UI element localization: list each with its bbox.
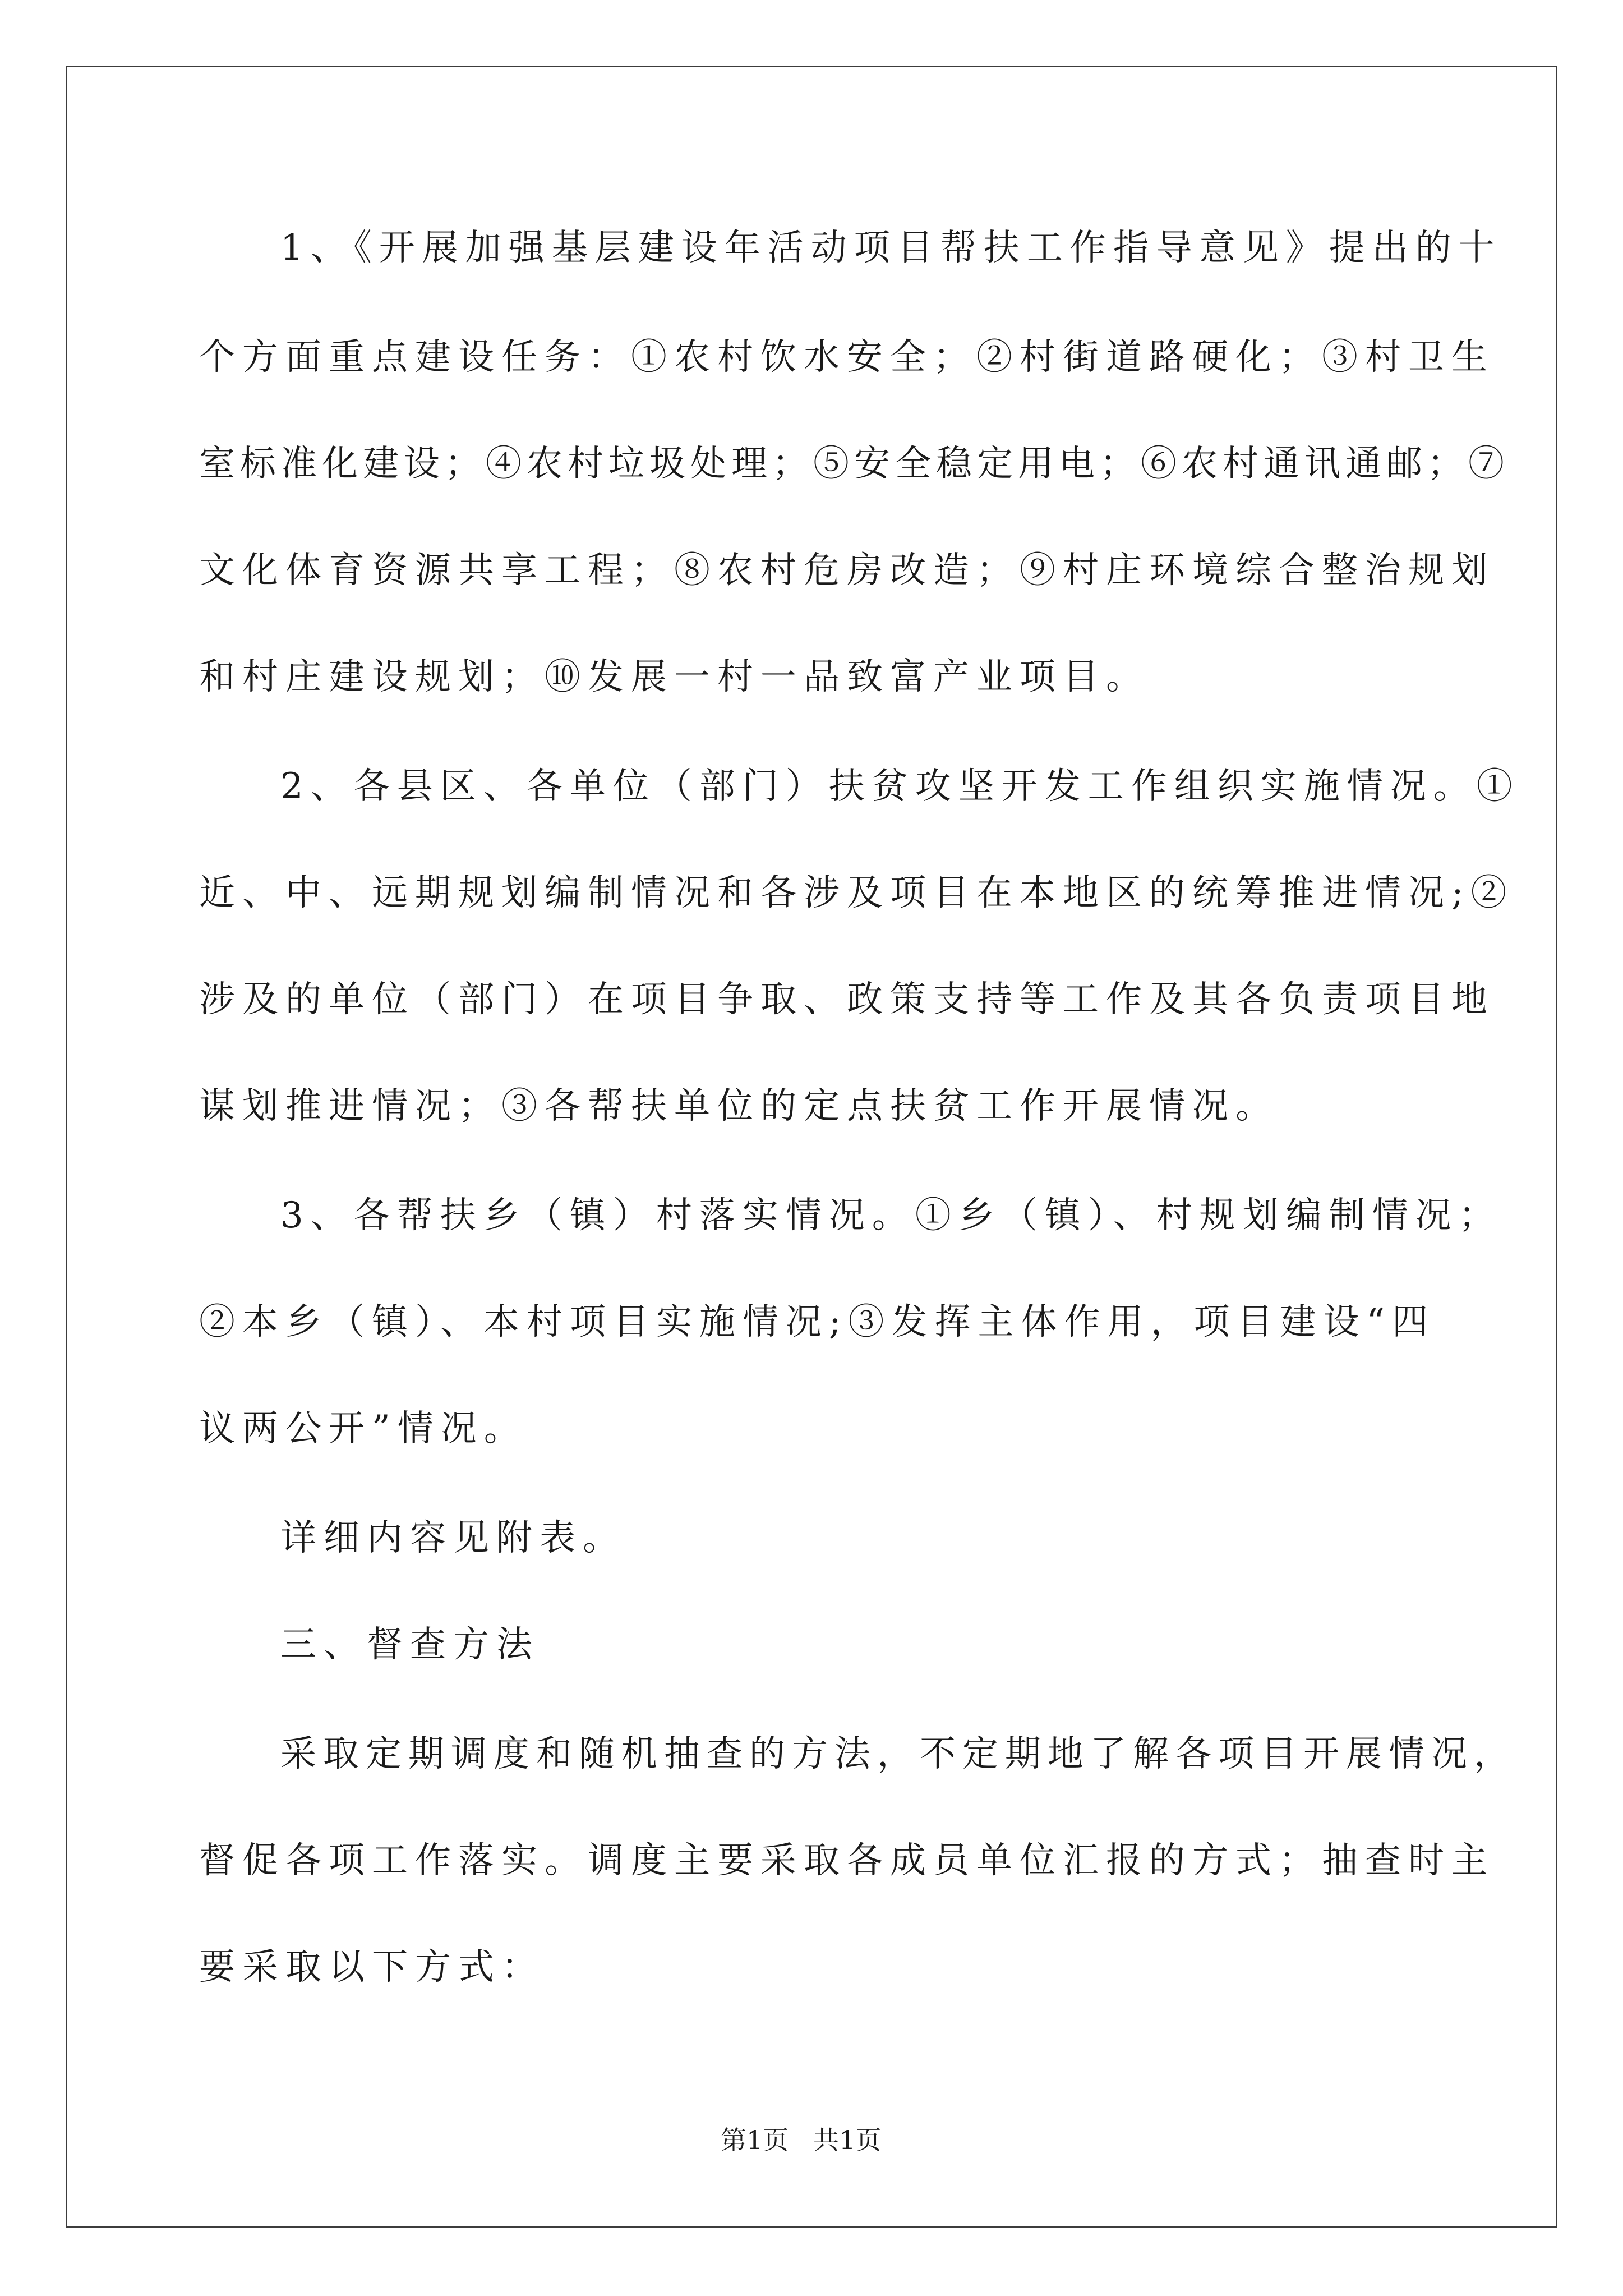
- body-line: 议两公开”情况。: [199, 1408, 527, 1450]
- body-line: 采取定期调度和随机抽查的方法，不定期地了解各项目开展情况，: [280, 1733, 1516, 1775]
- body-line: 室标准化建设；④农村垃圾处理；⑤安全稳定用电；⑥农村通讯通邮；⑦: [199, 443, 1509, 485]
- body-line: ②本乡（镇）、本村项目实施情况;③发挥主体作用，项目建设“四: [199, 1301, 1436, 1343]
- body-line: 和村庄建设规划；⑩发展一村一品致富产业项目。: [199, 656, 1149, 698]
- body-line: 2、各县区、各单位（部门）扶贫攻坚开发工作组织实施情况。①: [280, 766, 1520, 807]
- body-line: 1、《开展加强基层建设年活动项目帮扶工作指导意见》提出的十: [280, 227, 1502, 269]
- body-line: 文化体育资源共享工程；⑧农村危房改造；⑨村庄环境综合整治规划: [199, 550, 1495, 591]
- body-line: 要采取以下方式：: [199, 1947, 545, 1988]
- page-border: [66, 66, 1557, 2228]
- page-footer: 第1页 共1页: [721, 2125, 882, 2155]
- body-line: 涉及的单位（部门）在项目争取、政策支持等工作及其各负责项目地: [199, 979, 1495, 1020]
- body-line: 谋划推进情况；③各帮扶单位的定点扶贫工作开展情况。: [199, 1085, 1279, 1127]
- body-line: 个方面重点建设任务：①农村饮水安全；②村街道路硬化；③村卫生: [199, 337, 1495, 378]
- section-heading: 三、督查方法: [280, 1624, 540, 1665]
- body-line: 3、各帮扶乡（镇）村落实情况。①乡（镇）、村规划编制情况；: [280, 1195, 1502, 1236]
- body-line: 详细内容见附表。: [280, 1517, 626, 1559]
- body-line: 近、中、远期规划编制情况和各涉及项目在本地区的统筹推进情况;②: [199, 872, 1514, 914]
- body-line: 督促各项工作落实。调度主要采取各成员单位汇报的方式；抽查时主: [199, 1840, 1495, 1881]
